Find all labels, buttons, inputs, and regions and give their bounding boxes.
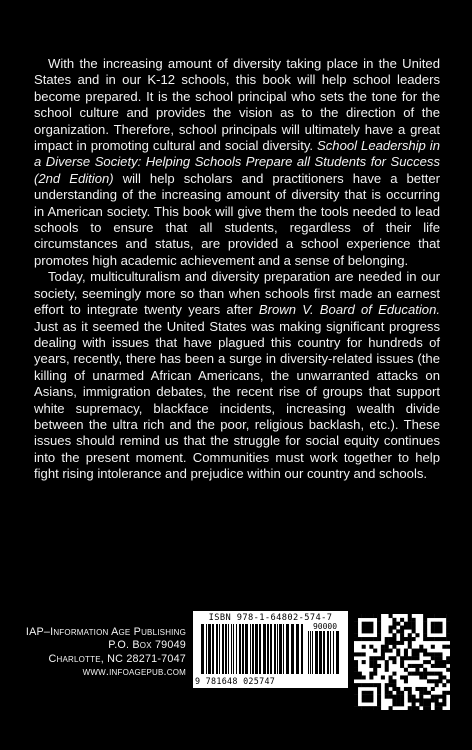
- barcode-digits: 9 781648 025747: [195, 676, 276, 686]
- publisher-website: www.infoagepub.com: [82, 665, 186, 678]
- barcode-addon-bars: [308, 631, 341, 674]
- qr-code-icon: [354, 614, 450, 710]
- text-run: Today, multiculturalism and diversity preparation are needed in our society, seemingly more so than when schools first made an earnest effort to integrate twenty years after: [34, 269, 440, 318]
- publisher-name: IAP–Information Age Publishing: [25, 626, 186, 638]
- back-cover-blurb: [34, 56, 440, 483]
- blurb-paragraph-1: [34, 56, 440, 269]
- italic-title-run: Brown V. Board of Education.: [258, 302, 440, 318]
- italic-title-run: School Leadership in a Diverse Society: Helping Schools Prepare all Students for Success (2nd Edition): [34, 138, 440, 186]
- isbn-label: ISBN 978-1-64802-574-7: [208, 613, 333, 623]
- barcode-addon-digits: 90000: [312, 622, 338, 631]
- publisher-po-box: P.O. Box 79049: [108, 639, 186, 652]
- publisher-city: Charlotte, NC 28271-7047: [48, 652, 186, 665]
- blurb-paragraph-2: [34, 269, 440, 482]
- text-run: Just as it seemed the United States was making significant progress dealing with issues that have plagued this country for hundreds of years, recently, there has been a surge in diversity-related issues (the killing of unarmed African Americans, the unwarranted attacks on Asians, immigration debates, the recent rise of groups that support white supremacy, blackface incidents, increasing wealth divide between the ultra rich and the poor, religious backlash, etc.). These issues should remind us that the struggle for social equity continues into the present moment. Communities must work together to help fight rising intolerance and prejudice within our country and schools.: [34, 318, 440, 482]
- publisher-info: [24, 626, 186, 679]
- barcode-bars: [201, 624, 305, 674]
- text-run: With the increasing amount of diversity taking place in the United States and in our K-12 schools, this book will help school leaders become prepared. It is the school principal who sets the tone for the school culture and provides the vision as to the direction of the organization. Therefore, school principals will ultimately have a great impact in promoting cultural and social diversity.: [34, 56, 440, 154]
- text-run: will help scholars and practitioners have a better understanding of the increasing amount of diversity that is occurring in American society. This book will give them the tools needed to lead schools to ensure that all students, regardless of their life circumstances and status, are provided a school experience that promotes high academic achievement and a sense of belonging.: [34, 170, 440, 268]
- isbn-barcode: [193, 611, 348, 688]
